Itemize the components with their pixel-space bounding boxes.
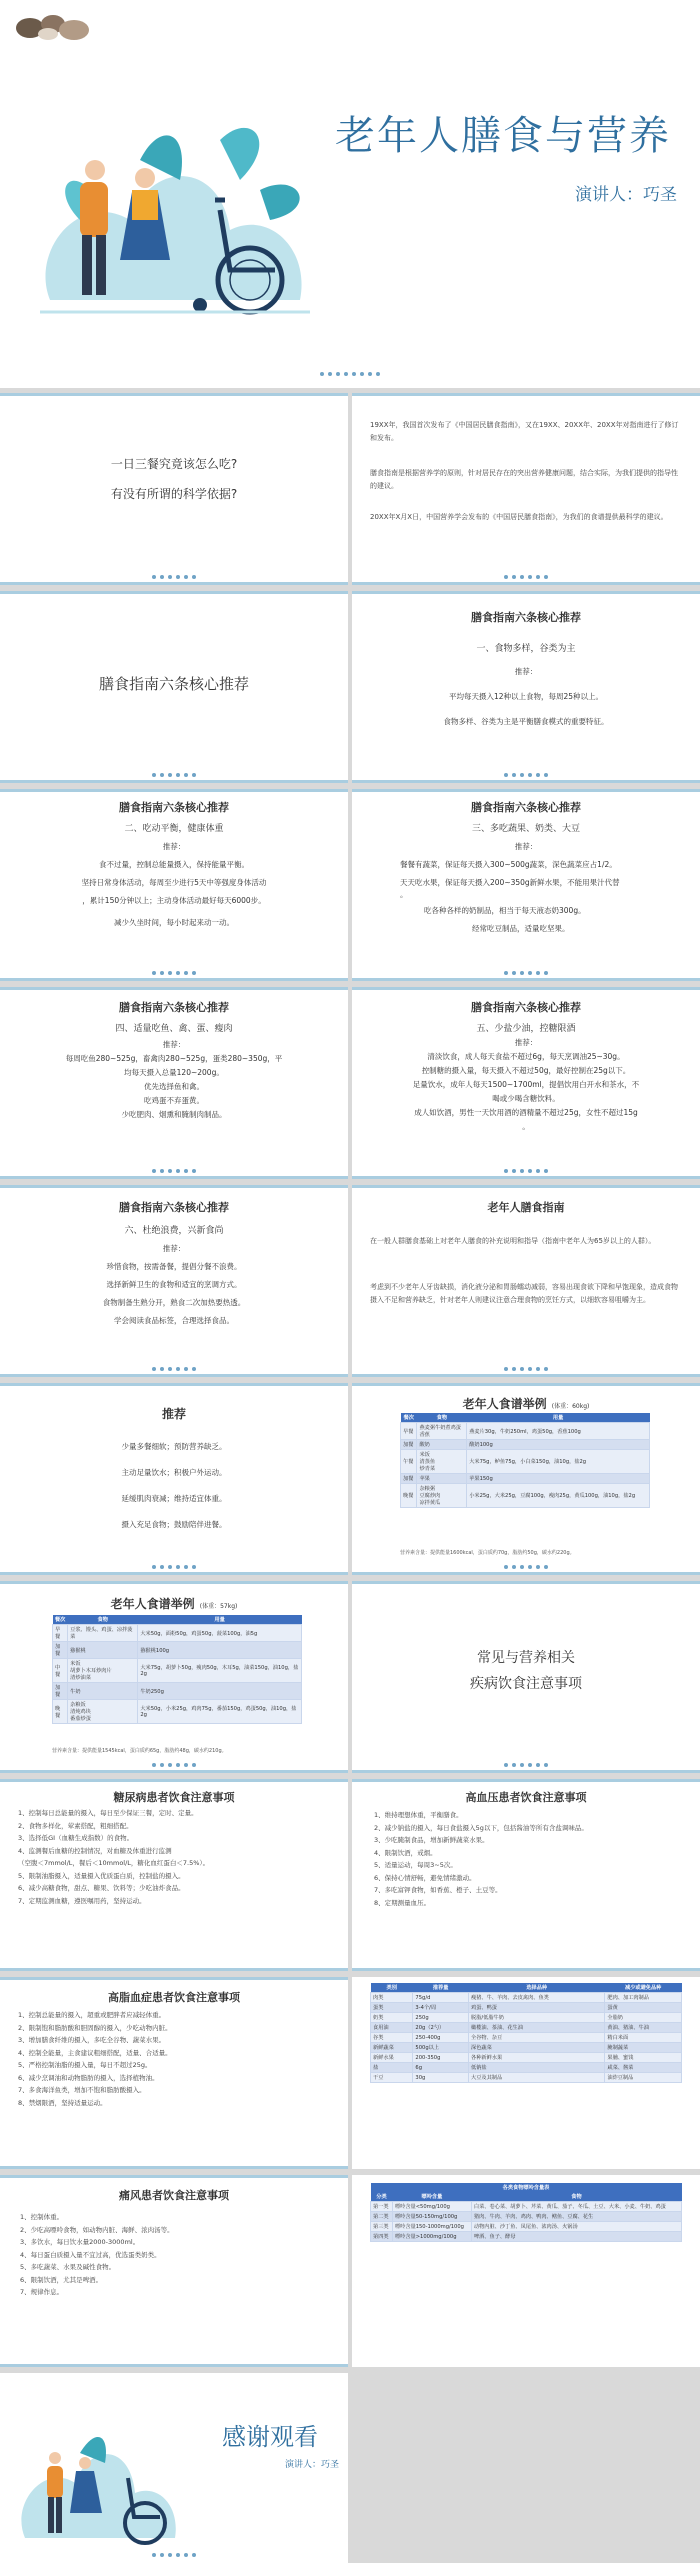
core-6-line: 食物制备生熟分开，熟食二次加热要热透。 [102,1298,246,1307]
core-4-rec: 推荐： [162,1040,186,1049]
list-item: 8、禁烟限酒，坚持适量运动。 [18,2098,107,2107]
menu-60kg-table [400,1413,650,1508]
diabetes-list [18,1807,209,1907]
slide-menu-60kg [352,1383,700,1575]
list-item: 3、增加膳食纤维的摄入，多吃全谷物、蔬菜水果。 [18,2036,166,2044]
menu-57kg-title-wrap [0,1593,348,1612]
core-2-line: 食不过量，控制总能量摄入，保持能量平衡。 [99,860,249,869]
slide-disease-section [352,1581,700,1773]
core-5-line: 喝或少喝含糖饮料。 [492,1094,560,1103]
table-row: 加餐 酸奶 酸奶100g [401,1440,650,1450]
list-item: 5、严格控制油脂的摄入量，每日不超过25g。 [18,2061,152,2069]
core-5-subtitle: 五、少盐少油，控糖限酒 [476,1024,576,1034]
list-item: 3、多饮水，每日饮水量2000-3000ml。 [20,2238,140,2246]
core-1-rec: 推荐： [514,667,538,676]
six-core-heading: 膳食指南六条核心推荐 [98,675,249,693]
diabetes-title: 糖尿病患者饮食注意事项 [113,1791,235,1804]
cover-top-art [8,6,98,46]
slide-thanks [0,2373,348,2563]
table-row: 晚餐 杂粮粥 豆腐炒肉 凉拌黄瓜 小米25g，大米25g，豆腐100g，瘦肉25g，黄瓜100g，油10g，盐2g [401,1484,650,1508]
slide-elderly-guideline [352,1185,700,1377]
hypertension-title: 高血压患者饮食注意事项 [465,1791,587,1804]
slide-core-2 [0,789,348,981]
table-row: 奶类 250g 脱脂/低脂牛奶 全脂奶 [371,2013,682,2023]
disease-section-title-1: 常见与营养相关 [477,1650,575,1666]
table-row: 加餐 牛奶 牛奶250g [53,1683,302,1700]
core-5-line: 足量饮水，成年人每天1500~1700ml，提倡饮用白开水和茶水，不 [412,1080,640,1089]
core-5-line: 控制糖的摄入量，每天摄入不超过50g，最好控制在25g以下。 [421,1066,631,1075]
table-row: 第二类 嘌呤含量50-150mg/100g 猪肉、牛肉、羊肉、鸡肉、鸭肉、鳝鱼、豆腐、花生 [371,2212,682,2222]
menu-60kg-title: 老年人食谱举例 [462,1397,547,1411]
hyperlipidemia-title: 高脂血症患者饮食注意事项 [108,1991,240,2004]
table-row: 第四类 嘌呤含量>1000mg/100g 啤酒、鱼子、酵母 [371,2232,682,2242]
slide-purine-table [352,2175,700,2367]
list-item: 2、减少钠盐的摄入，每日食盐摄入5g以下，包括酱油等所有含盐调味品。 [374,1823,588,1832]
menu-57kg-note: 营养素含量：提供能量1545kcal，蛋白质约65g，脂肪约48g，碳水约210g。 [52,1748,227,1754]
core-2-line: 坚持日常身体活动，每周至少进行5天中等强度身体活动 [81,878,267,887]
list-item: 2、限制饱和脂肪酸和胆固醇的摄入，少吃动物内脏。 [18,2023,172,2032]
core-3-line: 。 [400,890,408,899]
slide-core-1 [352,591,700,783]
table-row: 干豆 30g 大豆及其制品 油炸豆制品 [371,2073,682,2083]
core-4-title: 膳食指南六条核心推荐 [119,1001,229,1014]
thanks-speaker: 演讲人：巧圣 [285,2460,340,2470]
table-row: 肉类 75g/d 瘦猪、牛、羊肉、去皮禽肉、鱼类 肥肉、加工肉制品 [371,1993,682,2003]
elderly-couple-wheelchair-illustration [20,100,320,330]
table-header: 选择品种 [469,1983,605,1993]
core-6-line: 珍惜食物，按需备餐，提倡分餐不浪费。 [106,1262,242,1271]
slide-gout [0,2175,348,2367]
menu-60kg-note: 营养素含量：提供能量1600kcal，蛋白质约70g，脂肪约50g，碳水约220g。 [400,1550,575,1556]
table-header: 用量 [467,1413,650,1423]
list-item: 1、维持理想体重，平衡膳食。 [374,1811,463,1819]
table-row: 加餐 猕猴桃 猕猴桃100g [53,1642,302,1659]
core-4-line: 均每天摄入总量120~200g。 [124,1068,224,1077]
gout-title: 痛风患者饮食注意事项 [119,2189,229,2202]
table-header: 类别 [371,1983,413,1993]
list-item: 4、每日蛋白质摄入量不宜过高，优选蛋类奶类。 [20,2250,161,2259]
core-4-line: 优先选择鱼和禽。 [144,1082,204,1091]
slide-six-core-title [0,591,348,783]
core-3-title: 膳食指南六条核心推荐 [471,801,581,814]
table-header: 用量 [138,1615,302,1625]
menu-60kg-title-wrap [352,1393,700,1412]
cover-slide [0,0,700,388]
list-item: 6、减少高糖食物，甜点、糖果、饮料等；少吃油炸食品。 [18,1884,185,1892]
core-1-line-1: 平均每天摄入12种以上食物，每周25种以上。 [448,692,604,701]
recommend-line: 摄入充足食物；鼓励陪伴进餐。 [121,1520,227,1529]
slide-hyperlipidemia [0,1977,348,2169]
table-row: 早餐 豆浆、馒头、鸡蛋、凉拌菠菜 大米50g，面粉50g，鸡蛋50g，菠菜100g，油5g [53,1625,302,1642]
slide-menu-57kg [0,1581,348,1773]
core-4-line: 每周吃鱼280~525g，畜禽肉280~525g，蛋类280~350g，平 [65,1054,283,1063]
core-6-line: 学会阅读食品标签，合理选择食品。 [114,1316,234,1325]
slide-hypertension [352,1779,700,1971]
question-2: 有没有所谓的科学依据? [110,487,238,501]
hyperlipidemia-list [18,2009,172,2109]
table-row: 加餐 苹果 苹果150g [401,1474,650,1484]
table-header: 减少或避免品种 [605,1983,682,1993]
core-3-line: 餐餐有蔬菜，保证每天摄入300~500g蔬菜，深色蔬菜应占1/2。 [400,860,617,869]
disease-section-title-2: 疾病饮食注意事项 [470,1676,582,1692]
table-header: 餐次 [53,1615,68,1625]
table-row: 盐 6g 低钠盐 咸菜、酱菜 [371,2063,682,2073]
list-item: 5、限制油脂摄入，适量摄入优质蛋白质，控制盐的摄入。 [18,1871,185,1880]
table-row: 中餐 米饭 胡萝卜木耳炒肉片 清炒油菜 大米75g，胡萝卜50g，瘦肉50g，木耳5g，油菜150g，油10g，盐2g [53,1659,302,1683]
cover-speaker: 演讲人：巧圣 [575,185,677,205]
slide-core-5 [352,987,700,1179]
list-item: 7、多食海洋鱼类，增加不饱和脂肪酸摄入。 [18,2086,146,2094]
menu-57kg-title: 老年人食谱举例 [110,1597,195,1611]
list-item: 4、监测餐后血糖的控制情况，对血糖及体重进行监测 [18,1846,172,1855]
core-6-rec: 推荐： [162,1244,186,1253]
core-2-title: 膳食指南六条核心推荐 [119,801,229,814]
core-1-title: 膳食指南六条核心推荐 [471,611,581,624]
list-item: 3、少吃腌制食品，增加新鲜蔬菜水果。 [374,1836,489,1844]
slide-core-6 [0,1185,348,1377]
list-item: 1、控制体重。 [20,2213,64,2221]
list-item: 6、保持心情舒畅，避免情绪激动。 [374,1873,476,1882]
core-5-line: 清淡饮食，成人每天食盐不超过6g，每天烹调油25~30g。 [427,1052,625,1061]
table-header: 食物 [68,1615,138,1625]
thanks-title: 感谢观看 [222,2423,318,2451]
recommend-line: 少量多餐细软；预防营养缺乏。 [121,1442,227,1451]
core-6-title: 膳食指南六条核心推荐 [119,1201,229,1214]
menu-57kg-table [52,1615,302,1724]
question-1: 一日三餐究竟该怎么吃? [110,457,238,471]
recommend-line: 延缓肌肉衰减；维持适宜体重。 [121,1494,227,1503]
list-item: 1、控制每日总能量的摄入，每日至少保证三餐，定时、定量。 [18,1809,198,1817]
slide-core-4 [0,987,348,1179]
elderly-guideline-para-2: 考虑到不少老年人牙齿缺损，消化液分泌和胃肠蠕动减弱，容易出现食欲下降和早饱现象，造成食物摄入不足和营养缺乏，针对老年人则建议注意合理食物的烹饪方式，以细软容易咀嚼为主。 [370,1283,678,1304]
list-item: 8、定期测量血压。 [374,1898,431,1907]
list-item: 1、控制总能量的摄入，超重或肥胖者应减轻体重。 [18,2011,166,2019]
table-row: 新鲜水果 200-350g 各种新鲜水果 果脯、蜜饯 [371,2053,682,2063]
recommend-title: 推荐 [161,1407,186,1421]
core-3-line: 吃各种各样的奶制品，相当于每天液态奶300g。 [424,906,586,915]
menu-57kg-weight: (体重：57kg) [199,1603,238,1610]
purine-table-caption: 各类食物嘌呤含量表 [371,2183,682,2192]
thanks-illustration [10,2413,180,2553]
hypertension-list [374,1809,588,1909]
list-item: 2、食物多样化，荤素搭配，粗细搭配。 [18,1821,133,1830]
list-item: 2、少吃高嘌呤食物，如动物内脏、海鲜、浓肉汤等。 [20,2225,174,2234]
slide-diabetes [0,1779,348,1971]
core-2-line: ，累计150分钟以上；主动身体活动最好每天6000步。 [82,896,266,905]
history-para-1: 19XX年，我国首次发布了《中国居民膳食指南》，又在19XX、20XX年、20XX年对指南进行了修订和发布。 [370,421,679,442]
recommend-line: 主动足量饮水；积极户外运动。 [121,1468,227,1477]
table-row: 午餐 米饭 清蒸鱼 炒青菜 大米75g，鲈鱼75g，小白菜150g，油10g，盐2g [401,1450,650,1474]
core-2-subtitle: 二、吃动平衡，健康体重 [124,824,224,834]
table-header: 餐次 [401,1413,417,1423]
list-item: 3、选择低GI（血糖生成指数）的食物。 [18,1834,134,1842]
core-4-line: 吃鸡蛋不弃蛋黄。 [144,1096,204,1105]
slide-intro-questions [0,393,348,585]
core-2-line: 减少久坐时间，每小时起来动一动。 [114,918,234,927]
table-row: 早餐 燕麦粥牛奶煮鸡蛋 香蕉 燕麦片30g，牛奶250ml，鸡蛋50g，香蕉100g [401,1423,650,1440]
list-item: 5、多吃蔬菜、水果及碱性食物。 [20,2263,116,2271]
table-row: 新鲜蔬菜 500g以上 深色蔬菜 腌制蔬菜 [371,2043,682,2053]
list-item: 7、多吃富钾食物，如香蕉、橙子、土豆等。 [374,1886,502,1894]
core-6-line: 选择新鲜卫生的食物和适宜的烹调方式。 [106,1280,242,1289]
list-item: 4、控制全能量，主食建议粗细搭配，适量、合适量。 [18,2048,172,2057]
core-6-subtitle: 六、杜绝浪费，兴新食尚 [124,1226,224,1236]
list-item: 6、限制饮酒，尤其是啤酒。 [20,2275,103,2284]
core-5-title: 膳食指南六条核心推荐 [471,1001,581,1014]
core-5-rec: 推荐： [514,1038,538,1047]
menu-60kg-weight: (体重：60kg) [551,1403,590,1410]
slide-lipid-food-table [352,1977,700,2169]
core-3-line: 天天吃水果，保证每天摄入200~350g新鲜水果，不能用果汁代替 [400,878,620,887]
history-para-3: 20XX年X月X日，中国营养学会发布的《中国居民膳食指南》，为我们的食谱提供最科学的建议。 [370,513,668,521]
elderly-guideline-para-1: 在一般人群膳食基础上对老年人膳食的补充说明和指导（指南中老年人为65岁以上的人群）。 [370,1237,656,1245]
table-header: 食物 [471,2192,681,2202]
core-3-rec: 推荐： [514,842,538,851]
cover-title: 老年人膳食与营养 [335,113,671,159]
list-item: 7、定期监测血糖，遵医嘱用药，坚持运动。 [18,1896,146,1905]
elderly-guideline-title: 老年人膳食指南 [487,1201,565,1214]
core-1-line-2: 食物多样、谷类为主是平衡膳食模式的重要特征。 [443,717,609,726]
list-item: 7、规律作息。 [20,2288,64,2296]
core-5-line: 。 [522,1122,530,1131]
core-2-rec: 推荐： [162,842,186,851]
table-row: 食用油 20g（2勺） 橄榄油、茶油、花生油 黄油、猪油、牛油 [371,2023,682,2033]
table-header: 食物 [417,1413,467,1423]
list-item: 4、限制饮酒，戒烟。 [374,1848,437,1857]
slide-intro-history [352,393,700,585]
core-1-subtitle: 一、食物多样，谷类为主 [476,644,576,654]
list-item: （空腹＜7mmol/L，餐后＜10mmol/L，糖化血红蛋白＜7.5%）。 [18,1859,210,1867]
core-4-line: 少吃肥肉、烟熏和腌制肉制品。 [121,1110,227,1119]
purine-table [370,2183,682,2242]
table-row: 第一类 嘌呤含量<50mg/100g 白菜、卷心菜、胡萝卜、芹菜、黄瓜、茄子、冬瓜、土豆、大米、小麦、牛奶、鸡蛋 [371,2202,682,2212]
gout-list [20,2211,174,2299]
table-header: 分类 [371,2192,393,2202]
core-5-line: 成人如饮酒，男性一天饮用酒的酒精量不超过25g，女性不超过15g [414,1108,638,1117]
core-3-subtitle: 三、多吃蔬果、奶类、大豆 [471,824,580,834]
history-para-2: 膳食指南是根据营养学的原则，针对居民存在的突出营养健康问题，结合实际，为我们提供的指导性的建议。 [370,469,678,490]
cover-page-dots [0,372,700,376]
list-item: 5、适量运动，每周3~5次。 [374,1861,457,1869]
table-header: 推荐量 [413,1983,469,1993]
lipid-food-table [370,1983,682,2083]
table-row: 谷类 250-400g 全谷物、杂豆 精白米面 [371,2033,682,2043]
table-row: 第三类 嘌呤含量150-1000mg/100g 动物内脏、沙丁鱼、凤尾鱼、浓肉汤、火锅汤 [371,2222,682,2232]
table-row: 晚餐 杂粮饭 清炖鸡块 番茄炒蛋 大米50g，小米25g，鸡肉75g，番茄150g，鸡蛋50g，油10g，盐2g [53,1700,302,1724]
slide-recommend [0,1383,348,1575]
core-4-subtitle: 四、适量吃鱼、禽、蛋、瘦肉 [115,1024,233,1034]
table-row: 蛋类 3-4个/周 鸡蛋、鸭蛋 蛋黄 [371,2003,682,2013]
list-item: 6、减少烹调油和动物脂肪的摄入，选择植物油。 [18,2073,159,2082]
slide-core-3 [352,789,700,981]
core-3-line: 经常吃豆制品，适量吃坚果。 [472,924,570,933]
table-header: 嘌呤含量 [392,2192,471,2202]
